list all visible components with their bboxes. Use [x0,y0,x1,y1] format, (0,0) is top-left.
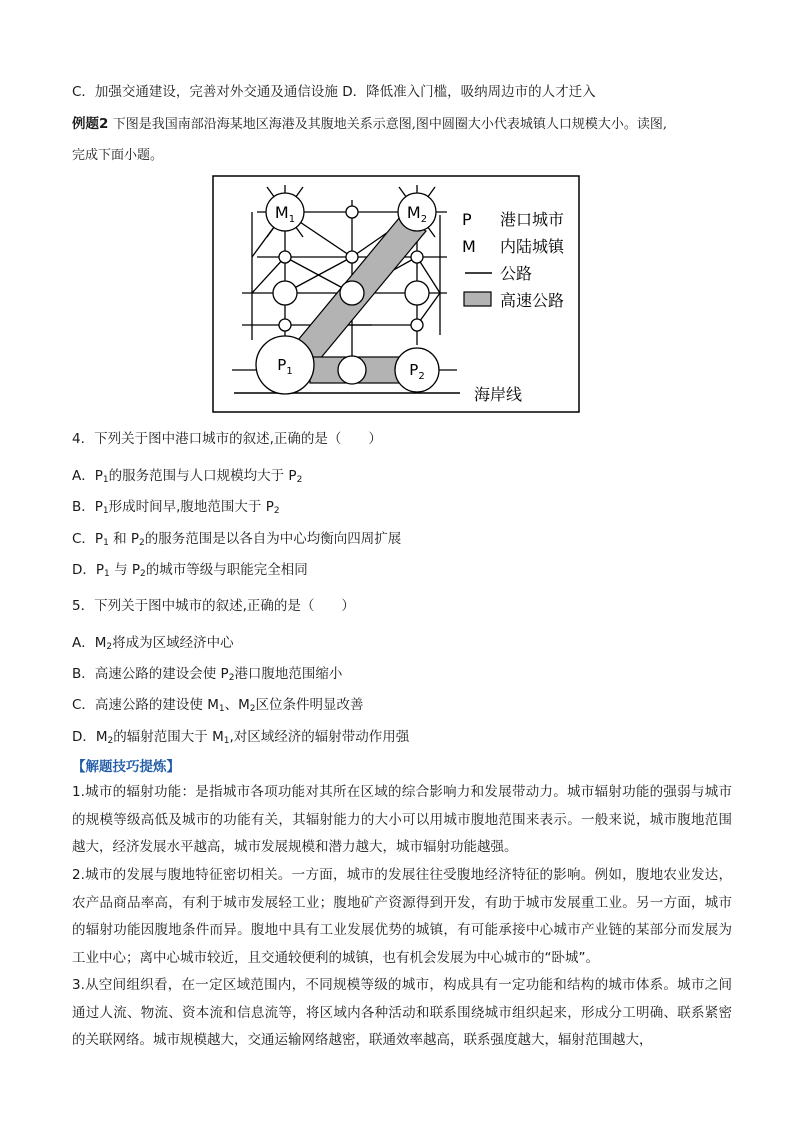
legend-p-label: 港口城市 [500,210,565,229]
town-medium [338,356,366,384]
q4-option-a: A．$P_1$的服务范围与人口规模均大于 $P_2$ [72,468,303,485]
option-cd-line: C．加强交通建设，完善对外交通及通信设施 D．降低准入门槛，吸纳周边市的人才迁入 [72,84,596,100]
tips-paragraph-1: 1.城市的辐射功能：是指城市各项功能对其所在区域的综合影响力和发展带动力。城市辐射功能的强弱与城市的规模等级高低及城市的功能有关，其辐射能力的大小可以用城市腹地范围来表示。一般来说，城市腹地范围越大，经济发展水平越高，城市发展规模和潜力越大，城市辐射功能越强。 [72,784,732,855]
tips-paragraph-3: 3.从空间组织看，在一定区域范围内，不同规模等级的城市，构成具有一定功能和结构的城市体系。城市之间通过人流、物流、资本流和信息流等，将区域内各种活动和联系围绕城市组织起来，形成分工明确、联系紧密的关联网络。城市规模越大，交通运输网络越密，联通效率越高，联系强度越大，辐射范围越大， [72,977,732,1048]
p1-label: $P_1$ [277,356,293,377]
town-medium [340,281,364,305]
m2-label: $M_2$ [406,203,428,225]
example-label: 例题2 [72,116,109,132]
town-small [346,251,358,263]
p2-label: $P_2$ [409,361,425,382]
legend-m-key: M [462,237,476,256]
town-small [346,206,358,218]
town-small [411,251,423,263]
q4-option-d: D．$P_1$ 与 $P_2$的城市等级与职能完全相同 [72,562,308,579]
q4-option-c: C．$P_1$ 和 $P_2$的服务范围是以各自为中心均衡向四周扩展 [72,531,402,548]
q5-option-b: B．高速公路的建设会使 $P_2$港口腹地范围缩小 [72,666,343,683]
q5-option-d: D．$M_2$的辐射范围大于 $M_1$,对区域经济的辐射带动作用强 [72,729,410,746]
m1-label: $M_1$ [274,203,296,225]
town-small [279,319,291,331]
legend-p-key: P [462,210,472,229]
example-line-1 [72,114,667,135]
town-small [411,319,423,331]
tips-heading: 【解题技巧提炼】 [72,759,180,775]
town-small [279,251,291,263]
q5-option-c: C．高速公路的建设使 $M_1$、$M_2$区位条件明显改善 [72,697,364,714]
legend-road-label: 公路 [500,264,533,283]
coastline-label: 海岸线 [474,385,523,404]
q4-option-b: B．$P_1$形成时间早,腹地范围大于 $P_2$ [72,499,280,516]
q4-stem: 4．下列关于图中港口城市的叙述,正确的是（ ） [72,431,382,447]
legend-highway-symbol [464,292,491,306]
tips-paragraph-2: 2.城市的发展与腹地特征密切相关。一方面，城市的发展往往受腹地经济特征的影响。例如，腹地农业发达，农产品商品率高，有利于城市发展轻工业；腹地矿产资源得到开发，有助于城市发展重工业。另一方面，城市的辐射功能因腹地条件而异。腹地中具有工业发展优势的城镇，有可能承接中心城市产业链的某部分而发展为工业中心；离中心城市较近，且交通较便利的城镇，也有机会发展为中心城市的“卧城”。 [72,867,732,966]
town-medium [273,281,297,305]
example-text-1: 下图是我国南部沿海某地区海港及其腹地关系示意图,图中圆圈大小代表城镇人口规模大小。读图, [112,117,667,132]
q5-stem: 5．下列关于图中城市的叙述,正确的是（ ） [72,598,355,614]
legend-highway-label: 高速公路 [500,291,565,310]
town-medium [405,281,429,305]
legend-m-label: 内陆城镇 [500,237,565,256]
example-line-2: 完成下面小题。 [72,148,164,163]
port-hinterland-figure [212,175,582,415]
q5-option-a: A．$M_2$将成为区域经济中心 [72,635,234,652]
